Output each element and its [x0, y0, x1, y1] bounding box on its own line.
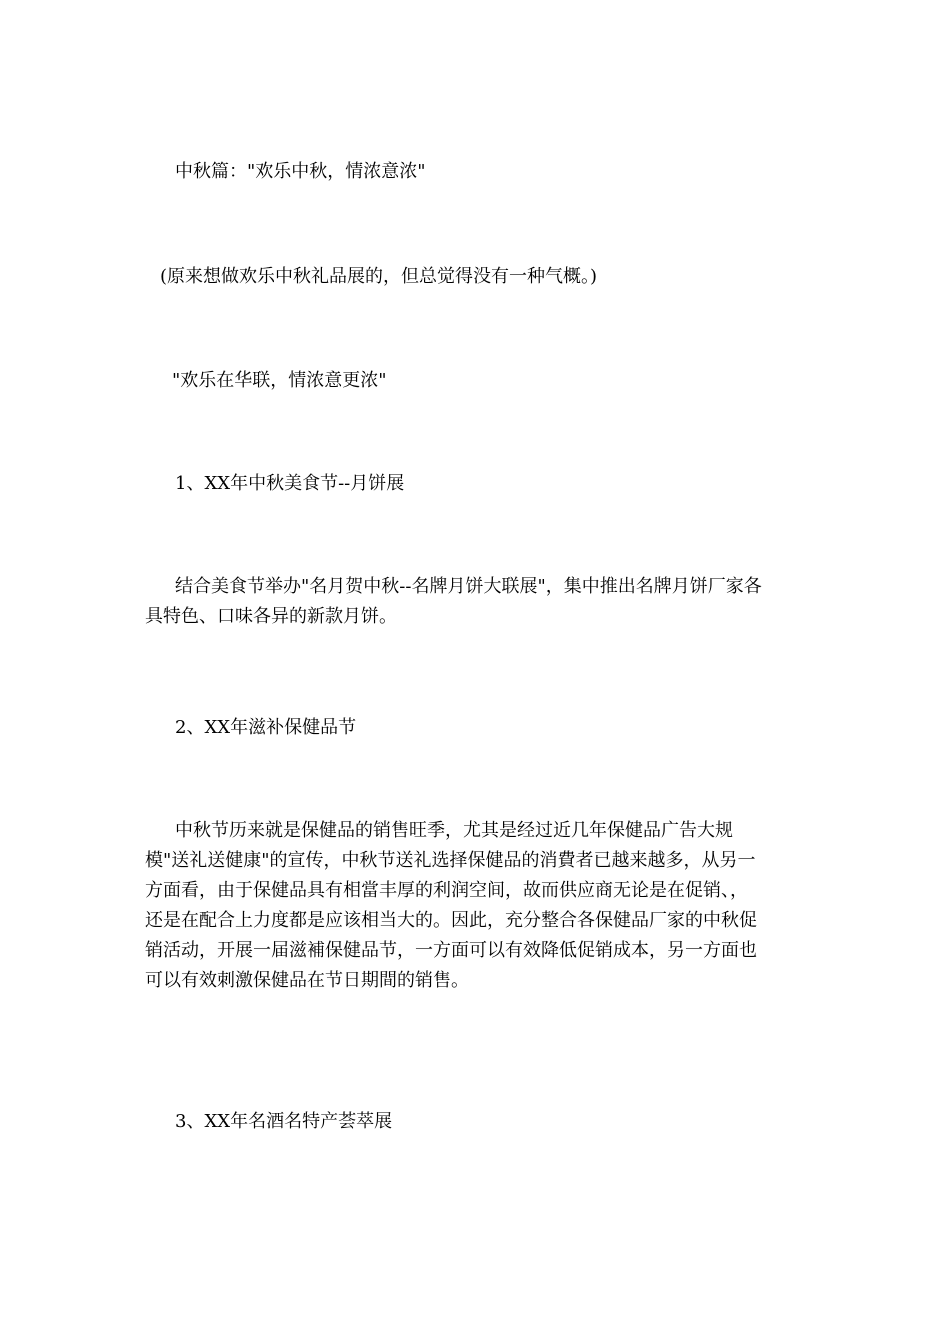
item-2-body-line: 还是在配合上力度都是应该相当大的。因此，充分整合各保健品厂家的中秋促 — [145, 910, 757, 931]
item-2-body-line: 方面看，由于保健品具有相當丰厚的利润空间，故而供应商无论是在促销、， — [145, 880, 748, 901]
item-1-title: 1、XX年中秋美食节--月饼展 — [175, 473, 405, 494]
item-2-body-line: 可以有效刺激保健品在节日期間的销售。 — [145, 970, 469, 991]
item-2-body — [145, 816, 810, 996]
note-paragraph: (原来想做欢乐中秋礼品展的，但总觉得没有一种气概。) — [160, 266, 598, 287]
section-heading: 中秋篇："欢乐中秋，情浓意浓" — [175, 161, 426, 182]
item-2-title: 2、XX年滋补保健品节 — [175, 717, 357, 738]
item-2-body-line: 中秋节历来就是保健品的销售旺季，尤其是经过近几年保健品广告大规 — [175, 820, 733, 841]
item-1-body — [145, 572, 810, 632]
item-3-title: 3、XX年名酒名特产荟萃展 — [175, 1111, 393, 1132]
item-1-body-line: 结合美食节举办"名月贺中秋--名牌月饼大联展"，集中推出名牌月饼厂家各 — [175, 576, 762, 597]
item-2-body-line: 模"送礼送健康"的宣传，中秋节送礼选择保健品的消費者已越来越多，从另一 — [145, 850, 756, 871]
slogan-paragraph: "欢乐在华联，情浓意更浓" — [172, 370, 387, 391]
item-2-body-line: 销活动，开展一届滋補保健品节，一方面可以有效降低促销成本，另一方面也 — [145, 940, 757, 961]
item-1-body-line: 具特色、口味各异的新款月饼。 — [145, 606, 397, 627]
